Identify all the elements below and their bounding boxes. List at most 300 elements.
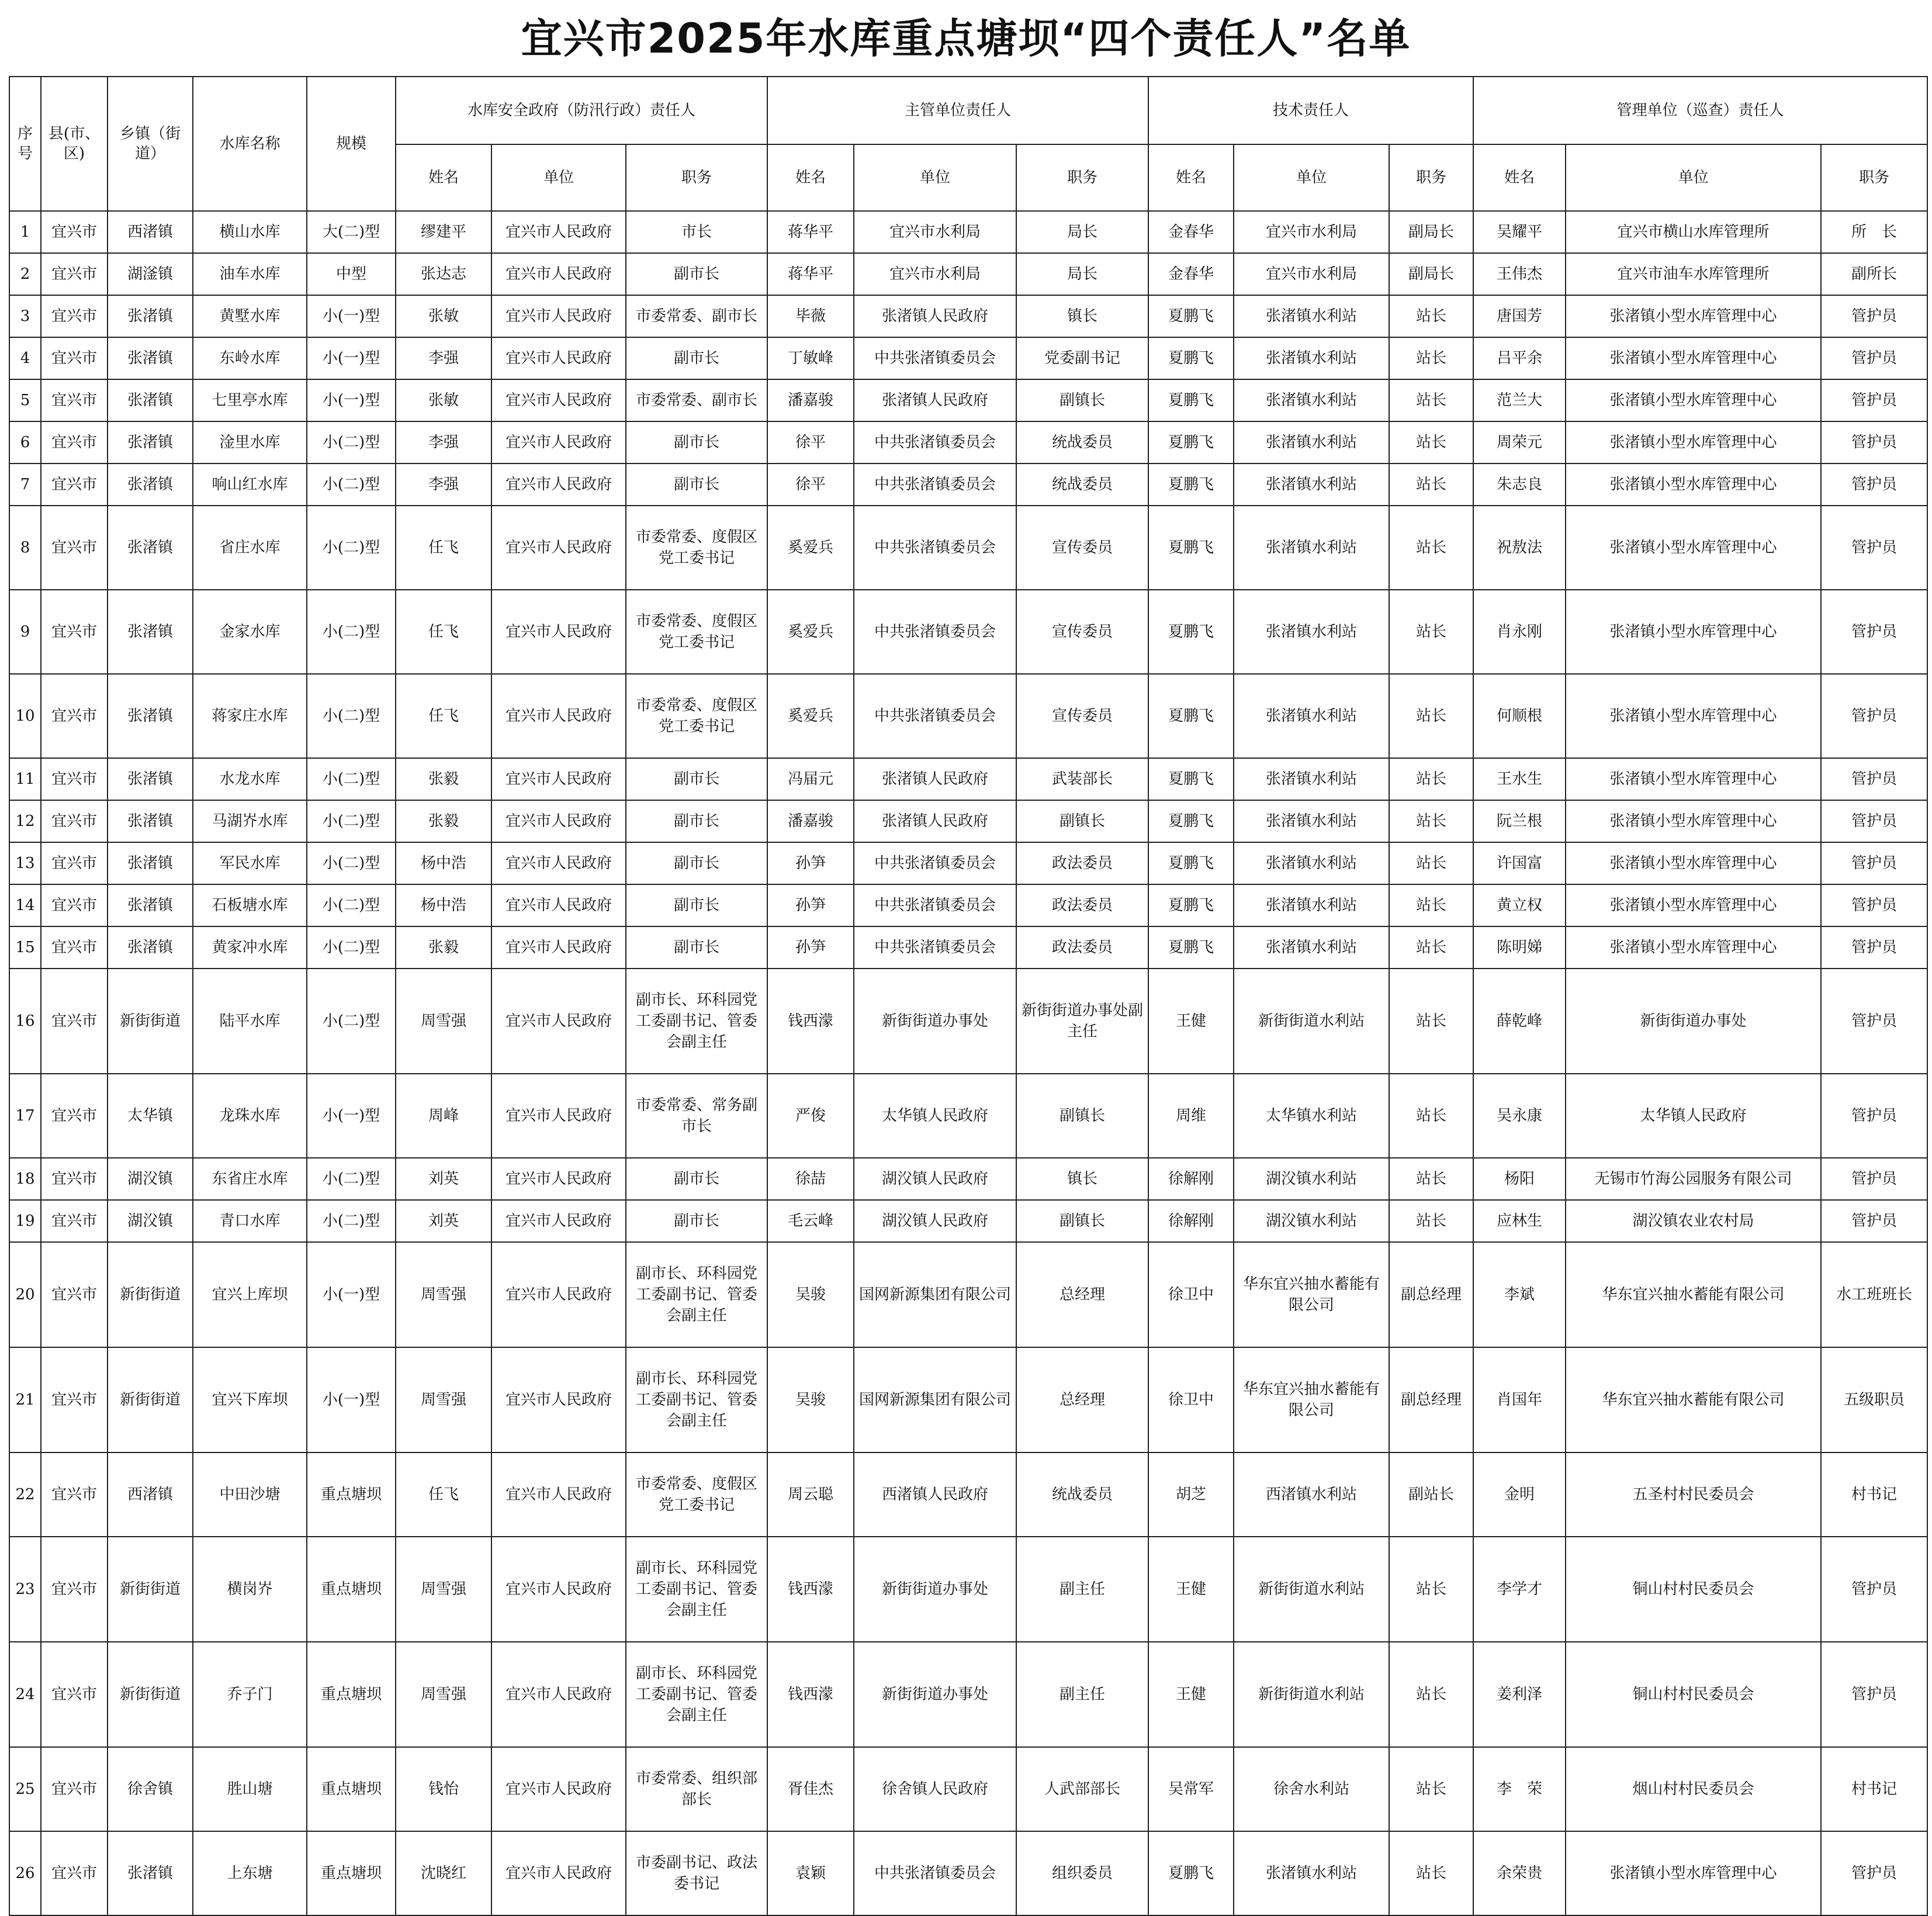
cell-town: 张渚镇 [108, 842, 193, 884]
cell-tech-unit: 张渚镇水利站 [1234, 464, 1389, 506]
cell-town: 新街街道 [108, 1537, 193, 1642]
cell-supervisor-unit: 湖㳇镇人民政府 [854, 1200, 1016, 1242]
cell-mgmt-name: 祝敖法 [1473, 506, 1566, 590]
cell-mgmt-name: 杨阳 [1473, 1158, 1566, 1200]
cell-mgmt-unit: 宜兴市横山水库管理所 [1566, 211, 1821, 253]
cell-supervisor-unit: 中共张渚镇委员会 [854, 464, 1016, 506]
cell-seq: 2 [9, 253, 41, 295]
cell-mgmt-position: 管护员 [1821, 506, 1927, 590]
cell-county: 宜兴市 [41, 337, 108, 379]
cell-gov-name: 沈晓红 [396, 1831, 491, 1915]
cell-supervisor-position: 政法委员 [1016, 884, 1148, 926]
cell-tech-position: 站长 [1389, 674, 1473, 758]
cell-reservoir-name: 东省庄水库 [193, 1158, 307, 1200]
table-row [9, 464, 1927, 506]
cell-mgmt-unit: 张渚镇小型水库管理中心 [1566, 464, 1821, 506]
cell-county: 宜兴市 [41, 464, 108, 506]
cell-reservoir-name: 上东塘 [193, 1831, 307, 1915]
cell-gov-unit: 宜兴市人民政府 [491, 1537, 626, 1642]
cell-tech-name: 徐卫中 [1148, 1347, 1234, 1452]
cell-tech-name: 夏鹏飞 [1148, 758, 1234, 800]
cell-supervisor-name: 钱西濛 [767, 1537, 854, 1642]
cell-tech-name: 夏鹏飞 [1148, 464, 1234, 506]
cell-gov-name: 张毅 [396, 926, 491, 969]
cell-supervisor-position: 新街街道办事处副主任 [1016, 969, 1148, 1074]
cell-county: 宜兴市 [41, 506, 108, 590]
cell-mgmt-name: 阮兰根 [1473, 800, 1566, 842]
cell-supervisor-name: 吴骏 [767, 1347, 854, 1452]
cell-tech-name: 王健 [1148, 1537, 1234, 1642]
table-row [9, 1642, 1927, 1747]
table-row [9, 421, 1927, 464]
cell-reservoir-name: 胜山塘 [193, 1747, 307, 1831]
cell-supervisor-name: 奚爱兵 [767, 506, 854, 590]
cell-gov-unit: 宜兴市人民政府 [491, 295, 626, 337]
cell-supervisor-unit: 西渚镇人民政府 [854, 1452, 1016, 1537]
cell-reservoir-name: 省庄水库 [193, 506, 307, 590]
cell-reservoir-name: 龙珠水库 [193, 1074, 307, 1158]
cell-supervisor-name: 袁颖 [767, 1831, 854, 1915]
cell-tech-name: 夏鹏飞 [1148, 590, 1234, 674]
cell-supervisor-name: 徐平 [767, 464, 854, 506]
cell-scale: 小(二)型 [307, 926, 396, 969]
cell-gov-unit: 宜兴市人民政府 [491, 421, 626, 464]
cell-tech-position: 站长 [1389, 800, 1473, 842]
cell-tech-unit: 张渚镇水利站 [1234, 1831, 1389, 1915]
cell-mgmt-position: 管护员 [1821, 1537, 1927, 1642]
cell-gov-position: 副市长 [626, 758, 767, 800]
cell-county: 宜兴市 [41, 1158, 108, 1200]
cell-tech-unit: 华东宜兴抽水蓄能有限公司 [1234, 1242, 1389, 1347]
cell-county: 宜兴市 [41, 253, 108, 295]
cell-tech-unit: 西渚镇水利站 [1234, 1452, 1389, 1537]
cell-gov-name: 周雪强 [396, 1347, 491, 1452]
cell-tech-position: 站长 [1389, 926, 1473, 969]
cell-supervisor-position: 统战委员 [1016, 1452, 1148, 1537]
cell-reservoir-name: 七里亭水库 [193, 379, 307, 421]
cell-mgmt-name: 黄立权 [1473, 884, 1566, 926]
cell-gov-name: 任飞 [396, 674, 491, 758]
cell-tech-unit: 湖㳇镇水利站 [1234, 1200, 1389, 1242]
table-row [9, 800, 1927, 842]
header-position: 职务 [1016, 144, 1148, 211]
cell-tech-name: 吴常军 [1148, 1747, 1234, 1831]
cell-supervisor-position: 副镇长 [1016, 1200, 1148, 1242]
cell-tech-position: 站长 [1389, 1747, 1473, 1831]
cell-supervisor-unit: 国网新源集团有限公司 [854, 1347, 1016, 1452]
cell-reservoir-name: 马湖岕水库 [193, 800, 307, 842]
cell-tech-unit: 宜兴市水利局 [1234, 211, 1389, 253]
cell-tech-unit: 张渚镇水利站 [1234, 295, 1389, 337]
cell-mgmt-position: 村书记 [1821, 1747, 1927, 1831]
cell-supervisor-name: 潘嘉骏 [767, 800, 854, 842]
cell-mgmt-name: 范兰大 [1473, 379, 1566, 421]
table-row [9, 1452, 1927, 1537]
cell-scale: 小(一)型 [307, 295, 396, 337]
cell-county: 宜兴市 [41, 379, 108, 421]
header-seq: 序号 [9, 77, 41, 211]
cell-gov-unit: 宜兴市人民政府 [491, 1452, 626, 1537]
cell-gov-position: 副市长 [626, 842, 767, 884]
cell-seq: 7 [9, 464, 41, 506]
cell-gov-position: 市委副书记、政法委书记 [626, 1831, 767, 1915]
cell-supervisor-position: 统战委员 [1016, 421, 1148, 464]
cell-gov-name: 缪建平 [396, 211, 491, 253]
cell-tech-name: 夏鹏飞 [1148, 800, 1234, 842]
cell-supervisor-position: 宣传委员 [1016, 674, 1148, 758]
cell-gov-position: 副市长 [626, 337, 767, 379]
header-name: 姓名 [767, 144, 854, 211]
cell-tech-position: 站长 [1389, 464, 1473, 506]
cell-gov-name: 李强 [396, 421, 491, 464]
cell-seq: 12 [9, 800, 41, 842]
table-row [9, 1074, 1927, 1158]
cell-supervisor-unit: 新街街道办事处 [854, 1642, 1016, 1747]
cell-gov-position: 副市长 [626, 884, 767, 926]
cell-tech-position: 副站长 [1389, 1452, 1473, 1537]
table-row [9, 1200, 1927, 1242]
cell-county: 宜兴市 [41, 1642, 108, 1747]
cell-gov-position: 副市长 [626, 464, 767, 506]
cell-mgmt-unit: 五圣村村民委员会 [1566, 1452, 1821, 1537]
cell-supervisor-unit: 中共张渚镇委员会 [854, 674, 1016, 758]
cell-scale: 重点塘坝 [307, 1747, 396, 1831]
table-row [9, 1242, 1927, 1347]
cell-mgmt-unit: 张渚镇小型水库管理中心 [1566, 506, 1821, 590]
cell-seq: 4 [9, 337, 41, 379]
cell-town: 张渚镇 [108, 926, 193, 969]
table-row [9, 969, 1927, 1074]
cell-mgmt-name: 肖国年 [1473, 1347, 1566, 1452]
cell-gov-position: 副市长 [626, 800, 767, 842]
cell-gov-name: 周雪强 [396, 1242, 491, 1347]
cell-gov-position: 副市长、环科园党工委副书记、管委会副主任 [626, 1642, 767, 1747]
cell-mgmt-name: 薛乾峰 [1473, 969, 1566, 1074]
cell-tech-position: 站长 [1389, 842, 1473, 884]
cell-gov-position: 市委常委、度假区党工委书记 [626, 1452, 767, 1537]
cell-mgmt-unit: 张渚镇小型水库管理中心 [1566, 842, 1821, 884]
cell-gov-name: 张达志 [396, 253, 491, 295]
cell-supervisor-name: 孙笋 [767, 884, 854, 926]
cell-supervisor-name: 吴骏 [767, 1242, 854, 1347]
header-unit: 单位 [854, 144, 1016, 211]
cell-gov-unit: 宜兴市人民政府 [491, 1242, 626, 1347]
cell-gov-position: 市委常委、组织部部长 [626, 1747, 767, 1831]
cell-reservoir-name: 乔子门 [193, 1642, 307, 1747]
cell-gov-unit: 宜兴市人民政府 [491, 1747, 626, 1831]
header-group-gov: 水库安全政府（防汛行政）责任人 [396, 77, 767, 144]
cell-county: 宜兴市 [41, 1537, 108, 1642]
cell-town: 张渚镇 [108, 421, 193, 464]
cell-supervisor-unit: 张渚镇人民政府 [854, 800, 1016, 842]
cell-town: 湖㳇镇 [108, 1158, 193, 1200]
cell-county: 宜兴市 [41, 1747, 108, 1831]
cell-seq: 16 [9, 969, 41, 1074]
cell-gov-unit: 宜兴市人民政府 [491, 590, 626, 674]
cell-tech-name: 王健 [1148, 969, 1234, 1074]
cell-mgmt-position: 村书记 [1821, 1452, 1927, 1537]
cell-supervisor-unit: 宜兴市水利局 [854, 253, 1016, 295]
cell-tech-position: 站长 [1389, 884, 1473, 926]
cell-gov-unit: 宜兴市人民政府 [491, 969, 626, 1074]
cell-tech-unit: 张渚镇水利站 [1234, 590, 1389, 674]
cell-tech-unit: 张渚镇水利站 [1234, 758, 1389, 800]
cell-seq: 6 [9, 421, 41, 464]
cell-tech-name: 夏鹏飞 [1148, 379, 1234, 421]
cell-tech-name: 夏鹏飞 [1148, 506, 1234, 590]
cell-scale: 中型 [307, 253, 396, 295]
cell-tech-name: 徐解刚 [1148, 1158, 1234, 1200]
cell-gov-unit: 宜兴市人民政府 [491, 1200, 626, 1242]
table-row [9, 295, 1927, 337]
cell-gov-position: 市委常委、常务副市长 [626, 1074, 767, 1158]
cell-scale: 小(二)型 [307, 421, 396, 464]
cell-tech-unit: 宜兴市水利局 [1234, 253, 1389, 295]
cell-supervisor-position: 副镇长 [1016, 1074, 1148, 1158]
cell-town: 新街街道 [108, 1347, 193, 1452]
cell-town: 张渚镇 [108, 337, 193, 379]
cell-mgmt-position: 所 长 [1821, 211, 1927, 253]
cell-supervisor-name: 蒋华平 [767, 253, 854, 295]
cell-gov-position: 副市长 [626, 253, 767, 295]
cell-supervisor-position: 政法委员 [1016, 842, 1148, 884]
cell-gov-position: 副市长、环科园党工委副书记、管委会副主任 [626, 1537, 767, 1642]
cell-mgmt-position: 管护员 [1821, 674, 1927, 758]
cell-supervisor-name: 奚爱兵 [767, 674, 854, 758]
cell-scale: 小(二)型 [307, 1200, 396, 1242]
cell-supervisor-position: 宣传委员 [1016, 590, 1148, 674]
cell-scale: 大(二)型 [307, 211, 396, 253]
header-position: 职务 [1389, 144, 1473, 211]
cell-tech-unit: 华东宜兴抽水蓄能有限公司 [1234, 1347, 1389, 1452]
cell-supervisor-position: 镇长 [1016, 295, 1148, 337]
cell-tech-unit: 张渚镇水利站 [1234, 506, 1389, 590]
cell-tech-position: 站长 [1389, 1642, 1473, 1747]
cell-gov-position: 副市长、环科园党工委副书记、管委会副主任 [626, 1347, 767, 1452]
cell-town: 新街街道 [108, 969, 193, 1074]
header-town: 乡镇（街道） [108, 77, 193, 211]
cell-gov-unit: 宜兴市人民政府 [491, 337, 626, 379]
cell-scale: 小(一)型 [307, 1242, 396, 1347]
cell-mgmt-position: 管护员 [1821, 1158, 1927, 1200]
cell-scale: 小(二)型 [307, 800, 396, 842]
cell-gov-position: 副市长 [626, 421, 767, 464]
cell-gov-position: 副市长、环科园党工委副书记、管委会副主任 [626, 969, 767, 1074]
cell-reservoir-name: 宜兴上库坝 [193, 1242, 307, 1347]
cell-supervisor-unit: 新街街道办事处 [854, 969, 1016, 1074]
cell-gov-name: 张敏 [396, 295, 491, 337]
cell-supervisor-position: 副主任 [1016, 1642, 1148, 1747]
cell-mgmt-name: 唐国芳 [1473, 295, 1566, 337]
cell-county: 宜兴市 [41, 1200, 108, 1242]
cell-mgmt-name: 肖永刚 [1473, 590, 1566, 674]
table-row [9, 590, 1927, 674]
cell-mgmt-unit: 华东宜兴抽水蓄能有限公司 [1566, 1347, 1821, 1452]
cell-county: 宜兴市 [41, 211, 108, 253]
cell-gov-name: 李强 [396, 337, 491, 379]
cell-tech-position: 站长 [1389, 1074, 1473, 1158]
cell-town: 张渚镇 [108, 295, 193, 337]
cell-gov-unit: 宜兴市人民政府 [491, 506, 626, 590]
cell-county: 宜兴市 [41, 674, 108, 758]
cell-seq: 14 [9, 884, 41, 926]
cell-tech-unit: 徐舍水利站 [1234, 1747, 1389, 1831]
cell-mgmt-position: 管护员 [1821, 800, 1927, 842]
cell-supervisor-position: 人武部部长 [1016, 1747, 1148, 1831]
cell-gov-name: 杨中浩 [396, 842, 491, 884]
cell-gov-name: 刘英 [396, 1200, 491, 1242]
cell-scale: 小(一)型 [307, 1074, 396, 1158]
cell-tech-name: 金春华 [1148, 253, 1234, 295]
cell-gov-name: 张敏 [396, 379, 491, 421]
cell-tech-name: 周维 [1148, 1074, 1234, 1158]
header-group-technical: 技术责任人 [1148, 77, 1473, 144]
cell-town: 张渚镇 [108, 884, 193, 926]
cell-supervisor-name: 毕薇 [767, 295, 854, 337]
cell-supervisor-unit: 中共张渚镇委员会 [854, 842, 1016, 884]
cell-supervisor-unit: 太华镇人民政府 [854, 1074, 1016, 1158]
cell-scale: 小(二)型 [307, 1158, 396, 1200]
cell-gov-unit: 宜兴市人民政府 [491, 800, 626, 842]
cell-supervisor-position: 组织委员 [1016, 1831, 1148, 1915]
cell-reservoir-name: 东岭水库 [193, 337, 307, 379]
cell-gov-position: 市委常委、副市长 [626, 295, 767, 337]
table-row [9, 506, 1927, 590]
cell-mgmt-unit: 烟山村村民委员会 [1566, 1747, 1821, 1831]
cell-county: 宜兴市 [41, 926, 108, 969]
cell-tech-unit: 张渚镇水利站 [1234, 421, 1389, 464]
cell-gov-name: 任飞 [396, 506, 491, 590]
cell-tech-unit: 张渚镇水利站 [1234, 674, 1389, 758]
cell-gov-unit: 宜兴市人民政府 [491, 674, 626, 758]
cell-supervisor-position: 副镇长 [1016, 800, 1148, 842]
cell-gov-position: 市长 [626, 211, 767, 253]
cell-reservoir-name: 陆平水库 [193, 969, 307, 1074]
table-row [9, 1347, 1927, 1452]
cell-mgmt-name: 吴永康 [1473, 1074, 1566, 1158]
cell-seq: 13 [9, 842, 41, 884]
cell-mgmt-unit: 张渚镇小型水库管理中心 [1566, 674, 1821, 758]
cell-county: 宜兴市 [41, 969, 108, 1074]
cell-county: 宜兴市 [41, 884, 108, 926]
cell-mgmt-position: 管护员 [1821, 926, 1927, 969]
cell-gov-name: 张毅 [396, 758, 491, 800]
cell-county: 宜兴市 [41, 758, 108, 800]
cell-supervisor-name: 冯届元 [767, 758, 854, 800]
cell-county: 宜兴市 [41, 590, 108, 674]
cell-county: 宜兴市 [41, 842, 108, 884]
cell-tech-name: 夏鹏飞 [1148, 1831, 1234, 1915]
cell-mgmt-name: 陈明娣 [1473, 926, 1566, 969]
header-scale: 规模 [307, 77, 396, 211]
cell-mgmt-position: 管护员 [1821, 464, 1927, 506]
cell-seq: 20 [9, 1242, 41, 1347]
cell-mgmt-position: 管护员 [1821, 1200, 1927, 1242]
cell-mgmt-unit: 湖㳇镇农业农村局 [1566, 1200, 1821, 1242]
cell-tech-name: 金春华 [1148, 211, 1234, 253]
cell-supervisor-position: 武装部长 [1016, 758, 1148, 800]
cell-supervisor-unit: 张渚镇人民政府 [854, 758, 1016, 800]
cell-mgmt-position: 管护员 [1821, 884, 1927, 926]
cell-tech-name: 夏鹏飞 [1148, 674, 1234, 758]
cell-tech-unit: 张渚镇水利站 [1234, 926, 1389, 969]
header-position: 职务 [1821, 144, 1927, 211]
responsibility-table [9, 76, 1928, 1916]
cell-gov-name: 任飞 [396, 1452, 491, 1537]
cell-gov-unit: 宜兴市人民政府 [491, 211, 626, 253]
cell-seq: 24 [9, 1642, 41, 1747]
cell-supervisor-unit: 中共张渚镇委员会 [854, 926, 1016, 969]
header-position: 职务 [626, 144, 767, 211]
cell-mgmt-name: 王水生 [1473, 758, 1566, 800]
cell-town: 湖滏镇 [108, 253, 193, 295]
cell-supervisor-name: 胥佳杰 [767, 1747, 854, 1831]
cell-mgmt-name: 李 荣 [1473, 1747, 1566, 1831]
cell-gov-name: 周雪强 [396, 969, 491, 1074]
table-body [9, 211, 1927, 1915]
cell-supervisor-name: 徐喆 [767, 1158, 854, 1200]
cell-mgmt-name: 周荣元 [1473, 421, 1566, 464]
cell-town: 张渚镇 [108, 590, 193, 674]
cell-scale: 小(二)型 [307, 842, 396, 884]
cell-mgmt-unit: 张渚镇小型水库管理中心 [1566, 884, 1821, 926]
cell-mgmt-name: 李斌 [1473, 1242, 1566, 1347]
cell-seq: 26 [9, 1831, 41, 1915]
cell-tech-name: 徐解刚 [1148, 1200, 1234, 1242]
cell-tech-unit: 张渚镇水利站 [1234, 379, 1389, 421]
cell-tech-position: 站长 [1389, 758, 1473, 800]
cell-mgmt-name: 吴耀平 [1473, 211, 1566, 253]
cell-mgmt-name: 李学才 [1473, 1537, 1566, 1642]
cell-scale: 重点塘坝 [307, 1831, 396, 1915]
cell-reservoir-name: 石板塘水库 [193, 884, 307, 926]
cell-tech-position: 站长 [1389, 1537, 1473, 1642]
cell-supervisor-name: 蒋华平 [767, 211, 854, 253]
cell-county: 宜兴市 [41, 421, 108, 464]
cell-tech-name: 夏鹏飞 [1148, 884, 1234, 926]
cell-supervisor-position: 总经理 [1016, 1242, 1148, 1347]
cell-mgmt-position: 管护员 [1821, 1642, 1927, 1747]
table-row [9, 842, 1927, 884]
header-unit: 单位 [491, 144, 626, 211]
cell-supervisor-position: 副镇长 [1016, 379, 1148, 421]
cell-mgmt-name: 王伟杰 [1473, 253, 1566, 295]
cell-tech-position: 副总经理 [1389, 1242, 1473, 1347]
cell-tech-name: 夏鹏飞 [1148, 337, 1234, 379]
cell-reservoir-name: 响山红水库 [193, 464, 307, 506]
cell-tech-name: 徐卫中 [1148, 1242, 1234, 1347]
cell-tech-unit: 张渚镇水利站 [1234, 337, 1389, 379]
cell-seq: 9 [9, 590, 41, 674]
cell-supervisor-unit: 中共张渚镇委员会 [854, 506, 1016, 590]
cell-mgmt-unit: 华东宜兴抽水蓄能有限公司 [1566, 1242, 1821, 1347]
cell-mgmt-name: 许国富 [1473, 842, 1566, 884]
cell-gov-unit: 宜兴市人民政府 [491, 1831, 626, 1915]
cell-supervisor-name: 奚爱兵 [767, 590, 854, 674]
cell-gov-unit: 宜兴市人民政府 [491, 926, 626, 969]
cell-scale: 小(二)型 [307, 969, 396, 1074]
cell-tech-unit: 张渚镇水利站 [1234, 800, 1389, 842]
cell-gov-unit: 宜兴市人民政府 [491, 1074, 626, 1158]
header-name: 姓名 [1148, 144, 1234, 211]
cell-town: 张渚镇 [108, 800, 193, 842]
cell-seq: 11 [9, 758, 41, 800]
cell-gov-name: 周雪强 [396, 1642, 491, 1747]
cell-gov-unit: 宜兴市人民政府 [491, 379, 626, 421]
header-row-groups [9, 77, 1927, 144]
cell-gov-position: 副市长 [626, 1200, 767, 1242]
cell-tech-unit: 张渚镇水利站 [1234, 884, 1389, 926]
